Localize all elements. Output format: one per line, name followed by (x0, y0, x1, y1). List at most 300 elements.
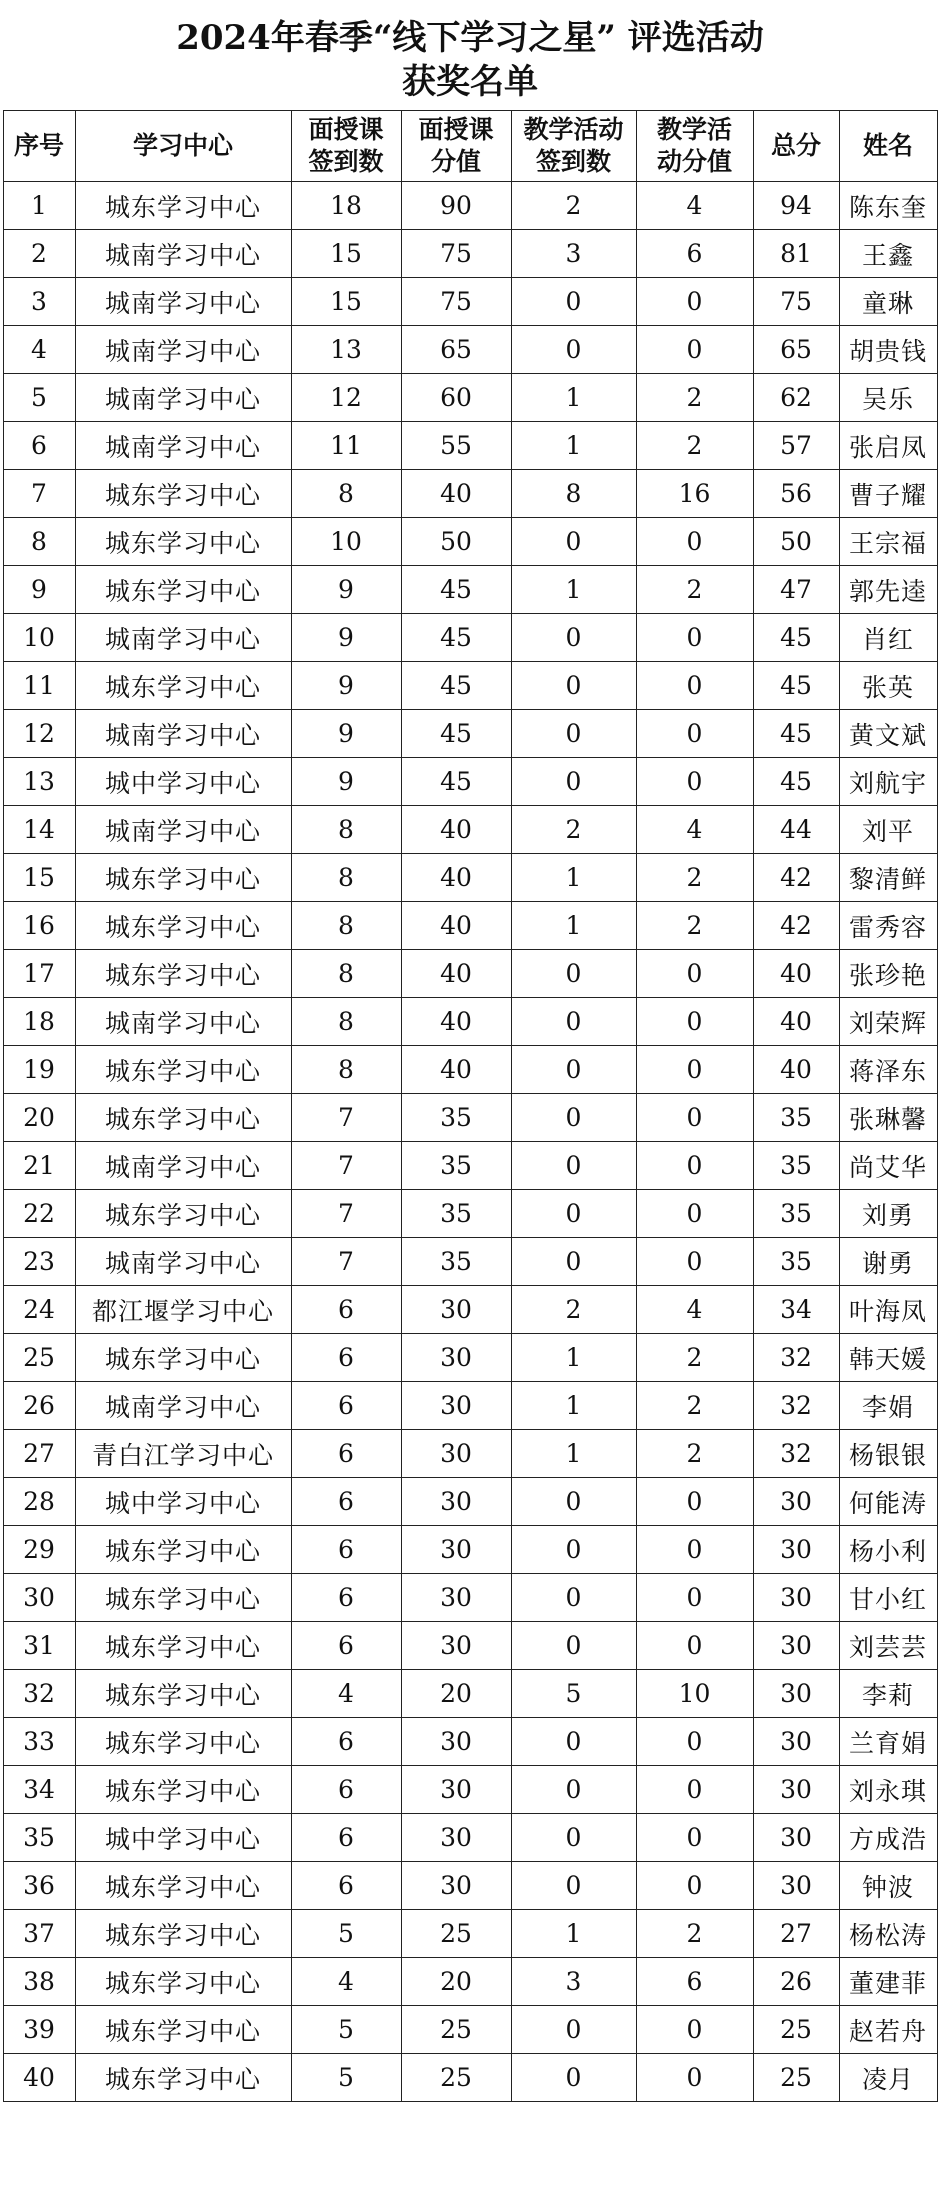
table-row (3, 614, 937, 662)
cell-activity-score: 16 (636, 470, 753, 518)
cell-center: 城东学习中心 (75, 1574, 291, 1622)
cell-class-score: 30 (401, 1574, 511, 1622)
cell-class-score: 35 (401, 1094, 511, 1142)
cell-index: 28 (3, 1478, 75, 1526)
cell-total: 40 (753, 998, 839, 1046)
table-row (3, 1718, 937, 1766)
cell-activity-checkins: 0 (511, 278, 636, 326)
cell-activity-checkins: 1 (511, 854, 636, 902)
cell-activity-score: 2 (636, 422, 753, 470)
cell-total: 30 (753, 1622, 839, 1670)
cell-center: 城南学习中心 (75, 1238, 291, 1286)
cell-center: 城东学习中心 (75, 518, 291, 566)
cell-class-checkins: 6 (291, 1814, 401, 1862)
cell-center: 城南学习中心 (75, 422, 291, 470)
cell-name: 刘平 (839, 806, 937, 854)
table-row (3, 1814, 937, 1862)
header-index: 序号 (3, 111, 75, 182)
cell-index: 26 (3, 1382, 75, 1430)
table-row (3, 1190, 937, 1238)
table-row (3, 1862, 937, 1910)
cell-activity-score: 0 (636, 1238, 753, 1286)
table-row (3, 854, 937, 902)
cell-activity-score: 0 (636, 1142, 753, 1190)
cell-center: 城东学习中心 (75, 854, 291, 902)
cell-activity-checkins: 1 (511, 422, 636, 470)
table-row (3, 2054, 937, 2102)
cell-activity-score: 0 (636, 1718, 753, 1766)
cell-total: 47 (753, 566, 839, 614)
table-row (3, 182, 937, 230)
cell-activity-score: 0 (636, 1622, 753, 1670)
cell-index: 25 (3, 1334, 75, 1382)
cell-center: 城南学习中心 (75, 1142, 291, 1190)
cell-class-checkins: 10 (291, 518, 401, 566)
cell-index: 24 (3, 1286, 75, 1334)
table-row (3, 998, 937, 1046)
cell-class-checkins: 6 (291, 1286, 401, 1334)
header-activity-score: 教学活 动分值 (636, 111, 753, 182)
cell-activity-score: 2 (636, 374, 753, 422)
cell-class-score: 75 (401, 278, 511, 326)
cell-activity-checkins: 0 (511, 1478, 636, 1526)
cell-name: 张英 (839, 662, 937, 710)
cell-index: 4 (3, 326, 75, 374)
cell-activity-score: 0 (636, 614, 753, 662)
cell-activity-checkins: 1 (511, 374, 636, 422)
table-row (3, 374, 937, 422)
header-class-score: 面授课 分值 (401, 111, 511, 182)
cell-name: 杨松涛 (839, 1910, 937, 1958)
cell-name: 刘芸芸 (839, 1622, 937, 1670)
cell-name: 韩天媛 (839, 1334, 937, 1382)
cell-class-score: 45 (401, 758, 511, 806)
cell-activity-checkins: 0 (511, 1142, 636, 1190)
cell-total: 30 (753, 1478, 839, 1526)
cell-class-checkins: 7 (291, 1142, 401, 1190)
cell-activity-score: 2 (636, 1910, 753, 1958)
cell-class-checkins: 13 (291, 326, 401, 374)
cell-class-checkins: 7 (291, 1094, 401, 1142)
cell-class-score: 40 (401, 950, 511, 998)
cell-index: 32 (3, 1670, 75, 1718)
cell-total: 45 (753, 710, 839, 758)
cell-center: 城中学习中心 (75, 758, 291, 806)
cell-index: 29 (3, 1526, 75, 1574)
cell-class-checkins: 4 (291, 1958, 401, 2006)
cell-activity-score: 0 (636, 950, 753, 998)
cell-class-score: 75 (401, 230, 511, 278)
cell-class-score: 40 (401, 1046, 511, 1094)
cell-class-checkins: 6 (291, 1766, 401, 1814)
cell-index: 21 (3, 1142, 75, 1190)
cell-index: 1 (3, 182, 75, 230)
cell-class-checkins: 6 (291, 1622, 401, 1670)
page-subtitle: 获奖名单 (402, 62, 538, 102)
cell-activity-score: 0 (636, 1046, 753, 1094)
cell-index: 11 (3, 662, 75, 710)
table-row (3, 422, 937, 470)
cell-index: 36 (3, 1862, 75, 1910)
cell-name: 胡贵钱 (839, 326, 937, 374)
cell-index: 6 (3, 422, 75, 470)
cell-activity-score: 0 (636, 326, 753, 374)
cell-center: 城南学习中心 (75, 614, 291, 662)
cell-activity-checkins: 0 (511, 1094, 636, 1142)
cell-center: 城东学习中心 (75, 1766, 291, 1814)
cell-total: 30 (753, 1814, 839, 1862)
cell-index: 34 (3, 1766, 75, 1814)
table-row (3, 1574, 937, 1622)
table-row (3, 806, 937, 854)
cell-center: 城东学习中心 (75, 902, 291, 950)
cell-total: 40 (753, 1046, 839, 1094)
cell-index: 27 (3, 1430, 75, 1478)
cell-total: 45 (753, 758, 839, 806)
cell-class-checkins: 15 (291, 230, 401, 278)
cell-name: 赵若舟 (839, 2006, 937, 2054)
cell-activity-score: 0 (636, 1478, 753, 1526)
cell-class-score: 30 (401, 1622, 511, 1670)
cell-name: 陈东奎 (839, 182, 937, 230)
cell-index: 14 (3, 806, 75, 854)
cell-center: 城东学习中心 (75, 1334, 291, 1382)
cell-name: 钟波 (839, 1862, 937, 1910)
cell-class-score: 45 (401, 710, 511, 758)
cell-total: 30 (753, 1766, 839, 1814)
cell-name: 叶海凤 (839, 1286, 937, 1334)
cell-class-score: 30 (401, 1814, 511, 1862)
cell-center: 城中学习中心 (75, 1478, 291, 1526)
cell-center: 都江堰学习中心 (75, 1286, 291, 1334)
cell-total: 94 (753, 182, 839, 230)
table-row (3, 230, 937, 278)
cell-class-checkins: 5 (291, 1910, 401, 1958)
cell-activity-score: 0 (636, 1814, 753, 1862)
cell-class-score: 25 (401, 2006, 511, 2054)
table-row (3, 1958, 937, 2006)
table-row (3, 1526, 937, 1574)
cell-center: 城东学习中心 (75, 950, 291, 998)
cell-index: 40 (3, 2054, 75, 2102)
cell-index: 31 (3, 1622, 75, 1670)
cell-activity-score: 0 (636, 518, 753, 566)
cell-index: 2 (3, 230, 75, 278)
cell-activity-checkins: 2 (511, 1286, 636, 1334)
cell-activity-score: 4 (636, 1286, 753, 1334)
cell-name: 何能涛 (839, 1478, 937, 1526)
cell-class-checkins: 6 (291, 1430, 401, 1478)
cell-class-score: 30 (401, 1334, 511, 1382)
cell-activity-checkins: 0 (511, 518, 636, 566)
cell-index: 10 (3, 614, 75, 662)
cell-center: 城东学习中心 (75, 1910, 291, 1958)
cell-index: 33 (3, 1718, 75, 1766)
cell-activity-score: 0 (636, 1574, 753, 1622)
cell-activity-checkins: 1 (511, 1382, 636, 1430)
cell-total: 57 (753, 422, 839, 470)
cell-class-score: 50 (401, 518, 511, 566)
cell-index: 39 (3, 2006, 75, 2054)
header-name: 姓名 (839, 111, 937, 182)
cell-class-score: 20 (401, 1670, 511, 1718)
cell-activity-checkins: 1 (511, 1334, 636, 1382)
cell-total: 30 (753, 1574, 839, 1622)
cell-total: 56 (753, 470, 839, 518)
cell-total: 35 (753, 1238, 839, 1286)
cell-index: 22 (3, 1190, 75, 1238)
cell-name: 杨小利 (839, 1526, 937, 1574)
cell-class-checkins: 7 (291, 1190, 401, 1238)
cell-index: 18 (3, 998, 75, 1046)
cell-activity-score: 0 (636, 278, 753, 326)
cell-activity-checkins: 0 (511, 1622, 636, 1670)
cell-name: 曹子耀 (839, 470, 937, 518)
table-row (3, 1910, 937, 1958)
cell-activity-checkins: 1 (511, 902, 636, 950)
cell-name: 刘荣辉 (839, 998, 937, 1046)
cell-total: 30 (753, 1670, 839, 1718)
table-row (3, 326, 937, 374)
cell-index: 17 (3, 950, 75, 998)
cell-center: 城东学习中心 (75, 1094, 291, 1142)
cell-activity-checkins: 0 (511, 1190, 636, 1238)
cell-name: 刘航宇 (839, 758, 937, 806)
cell-activity-checkins: 1 (511, 1430, 636, 1478)
table-row (3, 2006, 937, 2054)
cell-total: 75 (753, 278, 839, 326)
cell-index: 23 (3, 1238, 75, 1286)
cell-class-score: 25 (401, 2054, 511, 2102)
cell-activity-checkins: 0 (511, 710, 636, 758)
cell-index: 7 (3, 470, 75, 518)
cell-name: 张琳馨 (839, 1094, 937, 1142)
cell-activity-checkins: 3 (511, 1958, 636, 2006)
cell-activity-score: 2 (636, 1334, 753, 1382)
cell-activity-score: 4 (636, 806, 753, 854)
cell-total: 35 (753, 1094, 839, 1142)
cell-total: 32 (753, 1430, 839, 1478)
cell-name: 黄文斌 (839, 710, 937, 758)
cell-name: 甘小红 (839, 1574, 937, 1622)
cell-class-score: 30 (401, 1766, 511, 1814)
table-row (3, 1286, 937, 1334)
cell-total: 25 (753, 2054, 839, 2102)
cell-total: 42 (753, 902, 839, 950)
cell-activity-checkins: 0 (511, 950, 636, 998)
cell-center: 城东学习中心 (75, 1190, 291, 1238)
cell-activity-score: 0 (636, 2054, 753, 2102)
cell-center: 城东学习中心 (75, 1670, 291, 1718)
cell-class-checkins: 9 (291, 566, 401, 614)
cell-class-checkins: 5 (291, 2054, 401, 2102)
cell-name: 王鑫 (839, 230, 937, 278)
cell-activity-checkins: 0 (511, 1814, 636, 1862)
cell-class-score: 30 (401, 1526, 511, 1574)
cell-center: 城南学习中心 (75, 374, 291, 422)
cell-center: 城南学习中心 (75, 326, 291, 374)
cell-name: 凌月 (839, 2054, 937, 2102)
cell-name: 童琳 (839, 278, 937, 326)
cell-name: 张启凤 (839, 422, 937, 470)
cell-name: 蒋泽东 (839, 1046, 937, 1094)
cell-total: 45 (753, 662, 839, 710)
cell-total: 32 (753, 1382, 839, 1430)
table-row (3, 1622, 937, 1670)
cell-activity-score: 2 (636, 1382, 753, 1430)
cell-class-checkins: 8 (291, 1046, 401, 1094)
cell-center: 城东学习中心 (75, 1046, 291, 1094)
cell-center: 城东学习中心 (75, 662, 291, 710)
table-row (3, 758, 937, 806)
cell-center: 城南学习中心 (75, 1382, 291, 1430)
cell-activity-checkins: 0 (511, 758, 636, 806)
cell-activity-checkins: 8 (511, 470, 636, 518)
cell-name: 肖红 (839, 614, 937, 662)
cell-center: 城东学习中心 (75, 1526, 291, 1574)
cell-activity-score: 0 (636, 758, 753, 806)
cell-class-checkins: 7 (291, 1238, 401, 1286)
cell-activity-score: 6 (636, 230, 753, 278)
cell-activity-score: 0 (636, 1862, 753, 1910)
cell-activity-score: 2 (636, 1430, 753, 1478)
cell-center: 城东学习中心 (75, 2006, 291, 2054)
cell-total: 44 (753, 806, 839, 854)
table-row (3, 710, 937, 758)
cell-activity-checkins: 0 (511, 1526, 636, 1574)
cell-activity-checkins: 0 (511, 2006, 636, 2054)
cell-index: 8 (3, 518, 75, 566)
table-row (3, 1766, 937, 1814)
cell-index: 35 (3, 1814, 75, 1862)
table-row (3, 1238, 937, 1286)
cell-class-checkins: 9 (291, 662, 401, 710)
cell-activity-score: 2 (636, 854, 753, 902)
cell-name: 董建菲 (839, 1958, 937, 2006)
cell-class-score: 35 (401, 1190, 511, 1238)
cell-name: 王宗福 (839, 518, 937, 566)
cell-class-checkins: 8 (291, 998, 401, 1046)
cell-activity-score: 0 (636, 1094, 753, 1142)
cell-activity-checkins: 0 (511, 662, 636, 710)
table-row (3, 662, 937, 710)
cell-center: 城南学习中心 (75, 998, 291, 1046)
cell-index: 37 (3, 1910, 75, 1958)
header-activity-checkins: 教学活动 签到数 (511, 111, 636, 182)
cell-center: 城东学习中心 (75, 470, 291, 518)
cell-class-score: 30 (401, 1382, 511, 1430)
cell-class-score: 45 (401, 566, 511, 614)
cell-activity-score: 0 (636, 2006, 753, 2054)
cell-class-score: 40 (401, 902, 511, 950)
cell-class-checkins: 6 (291, 1718, 401, 1766)
table-row (3, 1670, 937, 1718)
cell-activity-checkins: 0 (511, 998, 636, 1046)
cell-name: 刘勇 (839, 1190, 937, 1238)
cell-class-checkins: 8 (291, 902, 401, 950)
cell-activity-checkins: 0 (511, 1862, 636, 1910)
cell-activity-score: 6 (636, 1958, 753, 2006)
cell-class-checkins: 6 (291, 1478, 401, 1526)
cell-total: 26 (753, 1958, 839, 2006)
cell-name: 刘永琪 (839, 1766, 937, 1814)
cell-class-checkins: 8 (291, 854, 401, 902)
award-table (3, 110, 938, 2102)
table-row (3, 1430, 937, 1478)
cell-total: 25 (753, 2006, 839, 2054)
header-total: 总分 (753, 111, 839, 182)
cell-total: 27 (753, 1910, 839, 1958)
cell-activity-checkins: 2 (511, 806, 636, 854)
cell-class-checkins: 4 (291, 1670, 401, 1718)
cell-total: 30 (753, 1718, 839, 1766)
cell-class-checkins: 8 (291, 950, 401, 998)
table-row (3, 1334, 937, 1382)
table-row (3, 1142, 937, 1190)
cell-center: 城南学习中心 (75, 710, 291, 758)
cell-activity-score: 0 (636, 998, 753, 1046)
cell-class-score: 65 (401, 326, 511, 374)
cell-class-score: 30 (401, 1430, 511, 1478)
cell-index: 13 (3, 758, 75, 806)
table-row (3, 950, 937, 998)
cell-activity-checkins: 0 (511, 614, 636, 662)
cell-total: 35 (753, 1142, 839, 1190)
table-row (3, 566, 937, 614)
cell-class-score: 20 (401, 1958, 511, 2006)
cell-class-score: 40 (401, 470, 511, 518)
cell-class-checkins: 6 (291, 1862, 401, 1910)
cell-index: 19 (3, 1046, 75, 1094)
cell-name: 尚艾华 (839, 1142, 937, 1190)
cell-activity-score: 10 (636, 1670, 753, 1718)
cell-class-checkins: 6 (291, 1334, 401, 1382)
cell-class-score: 30 (401, 1478, 511, 1526)
cell-activity-score: 4 (636, 182, 753, 230)
cell-class-score: 30 (401, 1862, 511, 1910)
cell-center: 城南学习中心 (75, 230, 291, 278)
cell-activity-checkins: 1 (511, 566, 636, 614)
cell-index: 5 (3, 374, 75, 422)
table-row (3, 1046, 937, 1094)
cell-center: 城中学习中心 (75, 1814, 291, 1862)
cell-class-checkins: 9 (291, 710, 401, 758)
header-row (3, 111, 937, 182)
cell-total: 34 (753, 1286, 839, 1334)
cell-class-checkins: 6 (291, 1382, 401, 1430)
cell-class-score: 30 (401, 1718, 511, 1766)
cell-class-score: 35 (401, 1142, 511, 1190)
cell-activity-checkins: 0 (511, 2054, 636, 2102)
cell-total: 40 (753, 950, 839, 998)
cell-class-checkins: 5 (291, 2006, 401, 2054)
cell-class-checkins: 12 (291, 374, 401, 422)
cell-index: 30 (3, 1574, 75, 1622)
cell-name: 吴乐 (839, 374, 937, 422)
cell-activity-score: 2 (636, 566, 753, 614)
cell-name: 黎清鲜 (839, 854, 937, 902)
cell-index: 12 (3, 710, 75, 758)
cell-activity-checkins: 3 (511, 230, 636, 278)
cell-class-score: 55 (401, 422, 511, 470)
cell-total: 42 (753, 854, 839, 902)
cell-total: 50 (753, 518, 839, 566)
cell-class-score: 40 (401, 854, 511, 902)
cell-total: 32 (753, 1334, 839, 1382)
cell-total: 65 (753, 326, 839, 374)
cell-index: 20 (3, 1094, 75, 1142)
cell-name: 兰育娟 (839, 1718, 937, 1766)
